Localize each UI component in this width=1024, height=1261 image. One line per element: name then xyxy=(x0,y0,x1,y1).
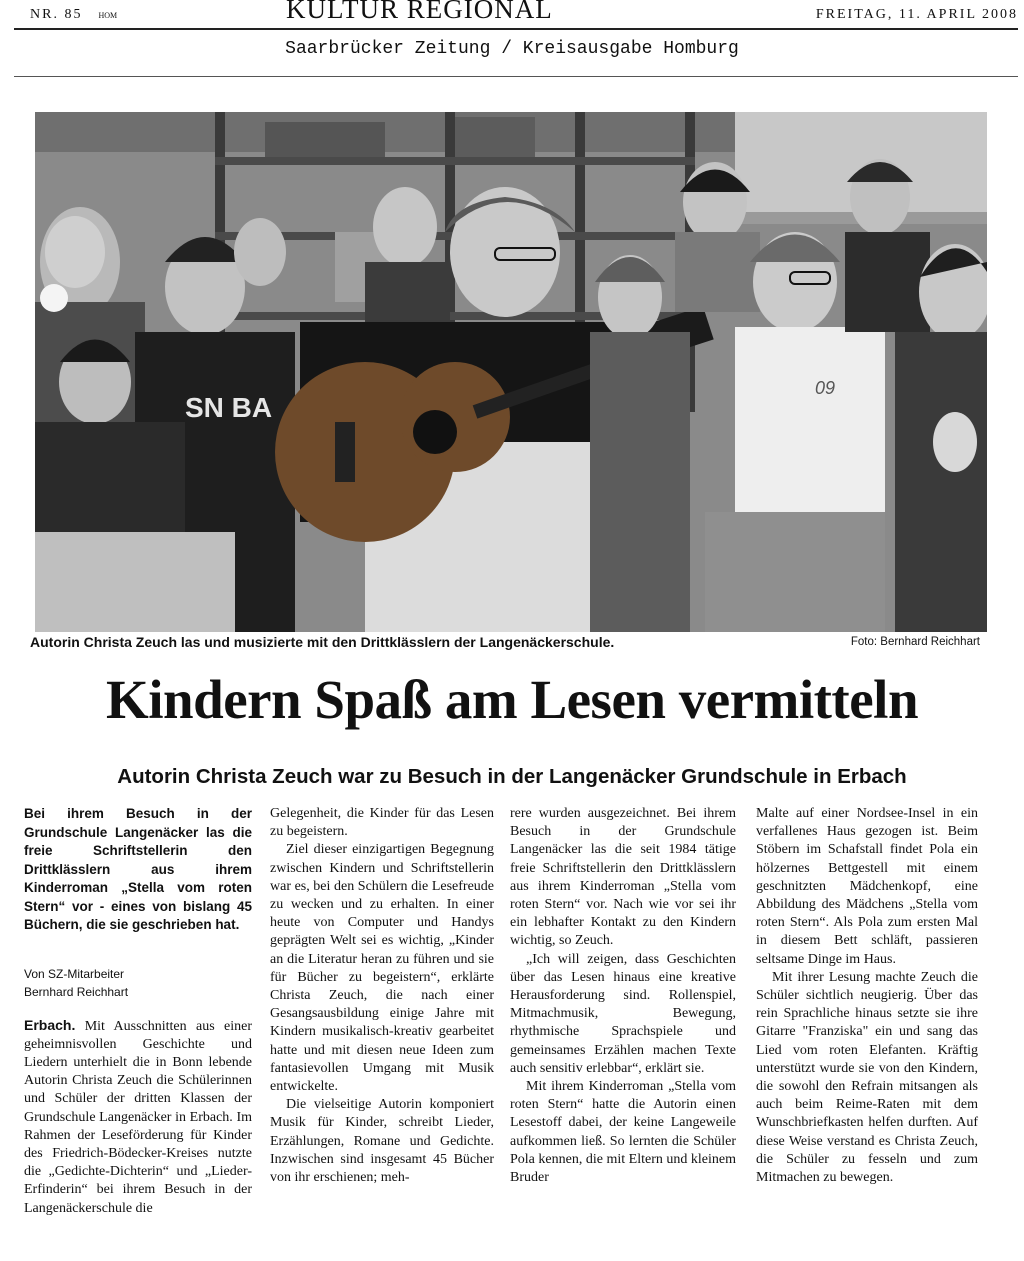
byline: Von SZ-Mitarbeiter Bernhard Reichhart xyxy=(24,966,129,999)
article-column-4 xyxy=(756,805,978,1187)
header-divider xyxy=(14,76,1018,77)
photo-caption xyxy=(30,634,980,652)
caption-text: Autorin Christa Zeuch las und musizierte mit den Drittklässlern der Langenäckerschule. xyxy=(30,634,615,650)
edition-code: HOM xyxy=(98,11,118,20)
body-paragraph: Gelegenheit, die Kinder für das Lesen zu begeistern. xyxy=(270,806,494,840)
body-paragraph: Erbach. Mit Ausschnitten aus einer geheimnisvollen Geschichte und Liedern unterhielt die in Bonn lebende Autorin Christa Zeuch die Schülerinnen und Schüler der dritten Klassen der Grundschule Langenäcker in Erbach. Im Rahmen der Leseförderung für Kinder des Friedrich-Bödecker-Kreises nutzte die „Gedichte-Dichterin“ und „Lieder-Erfinderin“ bei ihrem Besuch in der Langenäckerschule die xyxy=(24,1016,252,1216)
dateline: Erbach. xyxy=(24,1016,76,1033)
body-paragraph: Malte auf einer Nordsee-Insel in ein verfallenes Haus gezogen ist. Beim Stöbern im Schafstall findet Pola ein hölzernes Bettgestell mit einem geschnitzten Mädchenkopf, eine Abbildung des Mädchens „Stella vom roten Stern“. Als Pola zum ersten Mal in diesem Bett schläft, passieren seltsame Dinge im Haus. xyxy=(756,806,978,967)
body-paragraph: „Ich will zeigen, dass Geschichten über das Lesen hinaus eine kreative Herausforderung sind. Rollenspiel, Mitmachmusik, Bewegung, rhythmische Sprachspiele und gemeinsames Erzählen machen Texte auch sensitiv erlebbar“, erklärt sie. xyxy=(510,951,736,1076)
article-headline: Kindern Spaß am Lesen vermitteln xyxy=(105,669,919,730)
shirt-number: 09 xyxy=(815,378,836,398)
masthead xyxy=(14,0,1018,28)
article-photo xyxy=(35,112,987,632)
article-column-1 xyxy=(24,805,252,1218)
newspaper-name: Saarbrücker Zeitung / Kreisausgabe Homburg xyxy=(285,39,739,59)
body-paragraph: Die vielseitige Autorin komponiert Musik für Kinder, schreibt Lieder, Erzählungen, Romane und Gedichte. Inzwischen sind insgesamt 45 Bücher von ihr erschienen; meh- xyxy=(270,1097,494,1186)
body-paragraph: rere wurden ausgezeichnet. Bei ihrem Besuch in der Grundschule Langenäcker las die seit 1984 tätige freie Schriftstellerin den Drittklässlern aus ihrem Kinderroman „Stella vom roten Stern“ vor. Nach wie vor sei ihr ein lebhafter Kontakt zu den Kindern wichtig, so Zeuch. xyxy=(510,806,736,949)
article-column-3 xyxy=(510,805,736,1187)
body-paragraph: Mit ihrer Lesung machte Zeuch die Schüler sichtlich neugierig. Über das rein Sprachliche hinaus setzte sie ihre Gitarre "Franziska" ein und sang das Lied vom roten Elefanten. Kräftig unterstützt wurde sie von den Kindern, die sowohl den Refrain mitsangen als auch beim Reime-Raten mit dem Wunschbriefkasten helfen durften. Auf diese Weise verstand es Christa Zeuch, die Schüler zu fesseln und zum Mitmachen zu bewegen. xyxy=(756,969,978,1186)
photo-credit: Foto: Bernhard Reichhart xyxy=(850,636,980,648)
issue-date: FREITAG, 11. APRIL 2008 xyxy=(815,7,1018,22)
article-subheadline: Autorin Christa Zeuch war zu Besuch in der Langenäcker Grundschule in Erbach xyxy=(117,765,907,788)
masthead-rule xyxy=(14,28,1018,30)
article-column-2 xyxy=(270,805,494,1187)
body-paragraph: Ziel dieser einzigartigen Begegnung zwischen Kindern und Schriftstellerin war es, bei den Schülern die Lesefreude zu wecken und zu erhalten. In einer heute von Computer und Handys geprägten Welt sei es wichtig, „Kinder an die Literatur heran zu führen und sie für Bücher zu begeistern“, erklärte Christa Zeuch, die nach einer Gesangsausbildung einige Jahre mit Kindern musikalisch-kreativ gearbeitet hatte und mit diesen neue Ideen zum fantasievollen Umgang mit Musik entwickelte. xyxy=(270,842,494,1095)
section-title: KULTUR REGIONAL xyxy=(286,0,553,24)
lead-paragraph: Bei ihrem Besuch in der Grundschule Langenäcker las die freie Schriftstellerin den Drittklässlern aus ihrem Kinderroman „Stella vom roten Stern“ vor - eines von bislang 45 Büchern, die sie geschrieben hat. xyxy=(24,806,252,932)
shirt-print: SN BA xyxy=(185,392,273,423)
body-paragraph: Mit ihrem Kinderroman „Stella vom roten Stern“ hatte die Autorin einen Lesestoff dabei, der keine Langeweile aufkommen ließ. So lernten die Schüler Pola kennen, die mit Eltern und kleinem Bruder xyxy=(510,1079,736,1186)
issue-number: NR. 85 HOM xyxy=(30,7,118,22)
